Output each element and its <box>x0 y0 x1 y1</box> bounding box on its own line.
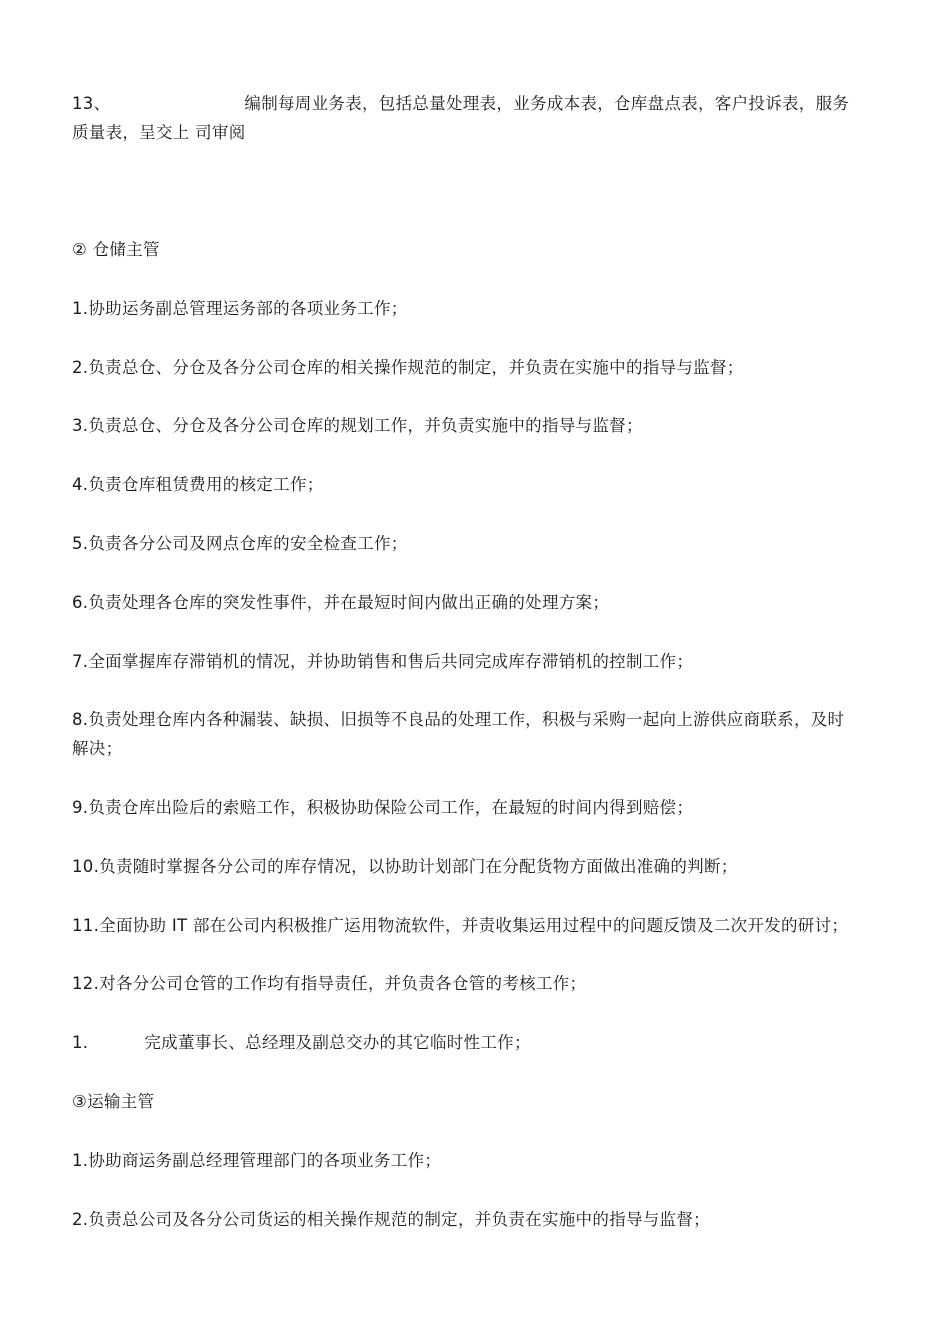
item-13-text-line-2: 质量表，呈交上 司审阅 <box>72 123 246 142</box>
section-2-item-9: 9.负责仓库出险后的索赔工作，积极协助保险公司工作，在最短的时间内得到赔偿； <box>72 798 694 817</box>
section-2-item-8-line-2: 解决； <box>72 739 123 758</box>
section-2-heading: ② 仓储主管 <box>72 240 160 259</box>
section-2-item-12: 12.对各分公司仓管的工作均有指导责任，并负责各仓管的考核工作； <box>72 974 587 993</box>
section-2-item-6: 6.负责处理各仓库的突发性事件，并在最短时间内做出正确的处理方案； <box>72 593 610 612</box>
section-3-item-1: 1.协助商运务副总经理管理部门的各项业务工作； <box>72 1151 442 1170</box>
section-2-item-7: 7.全面掌握库存滞销机的情况，并协助销售和售后共同完成库存滞销机的控制工作； <box>72 652 694 671</box>
section-2-item-4: 4.负责仓库租赁费用的核定工作； <box>72 475 324 494</box>
section-2-last-item <box>72 1028 906 1058</box>
section-2-item-8-line-1: 8.负责处理仓库内各种漏装、缺损、旧损等不良品的处理工作，积极与采购一起向上游供应商联系，及时 <box>72 710 845 729</box>
section-2-item-10: 10.负责随时掌握各分公司的库存情况，以协助计划部门在分配货物方面做出准确的判断； <box>72 857 738 876</box>
section-2-last-item-text: 完成董事长、总经理及副总交办的其它临时性工作； <box>144 1033 531 1052</box>
item-13-line-1 <box>72 89 906 119</box>
section-2-item-2: 2.负责总仓、分仓及各分公司仓库的相关操作规范的制定，并负责在实施中的指导与监督； <box>72 358 744 377</box>
section-2-item-3: 3.负责总仓、分仓及各分公司仓库的规划工作，并负责实施中的指导与监督； <box>72 416 643 435</box>
section-2-last-item-number: 1. <box>72 1033 89 1052</box>
item-13-text-line-1: 编制每周业务表，包括总量处理表，业务成本表，仓库盘点表，客户投诉表，服务 <box>244 94 850 113</box>
section-3-heading: ③运输主管 <box>72 1092 155 1111</box>
section-2-item-1: 1.协助运务副总管理运务部的各项业务工作； <box>72 299 408 318</box>
section-2-item-11: 11.全面协助 IT 部在公司内积极推广运用物流软件，并责收集运用过程中的问题反馈及二次开发的研讨； <box>72 916 849 935</box>
item-13-number: 13、 <box>72 94 111 113</box>
section-3-item-2: 2.负责总公司及各分公司货运的相关操作规范的制定，并负责在实施中的指导与监督； <box>72 1210 710 1229</box>
section-2-item-5: 5.负责各分公司及网点仓库的安全检查工作； <box>72 534 408 553</box>
